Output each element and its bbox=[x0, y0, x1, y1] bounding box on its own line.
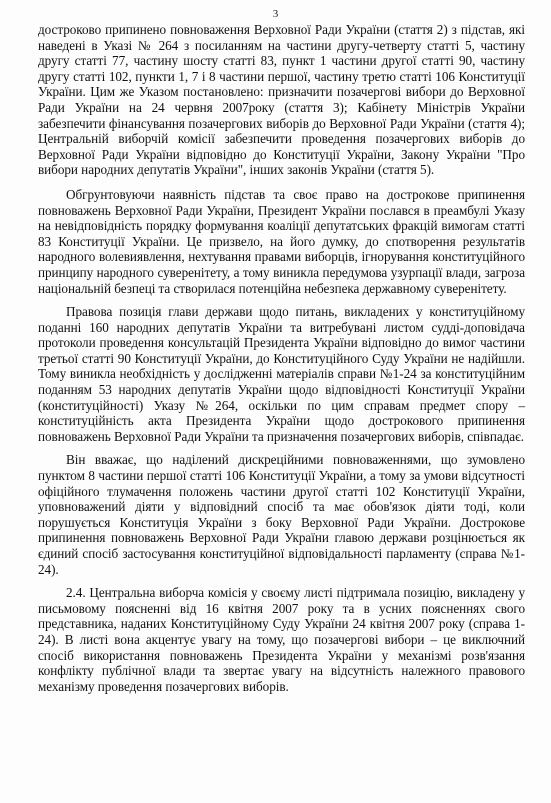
paragraph-discretionary-powers: Він вважає, що наділений дискреційними повноваженнями, що зумовлено пунктом 8 частини першої статті 106 Конституції України, а тому за умови відсутності офіційного тлумачення положень частини другої статті 102 Конституції України, уповноважений діяти у відповідний спосіб та має обов'язок діяти тоді, коли порушується Конституція України з боку Верховної Ради України. Дострокове припинення повноважень Верховної Ради України главою держави розцінюється як єдиний спосіб застосування конституційної відповідальності парламенту (справа №1-24). bbox=[38, 452, 525, 577]
document-body bbox=[38, 22, 525, 702]
paragraph-continuation: достроково припинено повноваження Верховної Ради України (стаття 2) з підстав, які наведені в Указі № 264 з посиланням на частини другу-четверту статті 5, частину другу статті 77, частину шосту статті 83, пункт 1 частини другої статті 90, частину другу статті 102, пункти 1, 7 і 8 частини першої, частину третю статті 106 Конституції України. Цим же Указом постановлено: призначити позачергові вибори до Верховної Ради України на 24 червня 2007року (стаття 3); Кабінету Міністрів України забезпечити фінансування позачергових виборів до Верховної Ради України (стаття 4); Центральній виборчій комісії забезпечити проведення позачергових виборів до Верховної Ради України відповідно до Конституції України, Закону України "Про вибори народних депутатів України", інших законів України (стаття 5). bbox=[38, 22, 525, 178]
paragraph-president-grounds: Обгрунтовуючи наявність підстав та своє право на дострокове припинення повноважень Верховної Ради України, Президент України послався в преамбулі Указу на невідповідність порядку формування коаліції депутатських фракцій вимогам статті 83 Конституції України. Це призвело, на його думку, до спотворення результатів народного волевиявлення, нехтування правами виборців, ігнорування конституційного принципу народного суверенітету, а тому виникла передумова узурпації влади, загроза національній безпеці та створилася потенційна небезпека державному суверенітету. bbox=[38, 186, 525, 296]
paragraph-election-commission: 2.4. Центральна виборча комісія у своєму листі підтримала позицію, викладену у письмовому поясненні від 16 квітня 2007 року та в усних поясненнях свого представника, наданих Конституційному Суду України 24 квітня 2007 року (справа 1-24). В листі вона акцентує увагу на тому, що позачергові вибори – це виключний спосіб використання повноважень Президента України у механізмі розв'язання конфлікту публічної влади та звертає увагу на відсутність належного правового механізму проведення позачергових виборів. bbox=[38, 585, 525, 694]
paragraph-legal-position: Правова позиція глави держави щодо питань, викладених у конституційному поданні 160 народних депутатів України та витребувані листом судді-доповідача протоколи проведення консультацій Президента України відповідно до вимог частини третьої статті 90 Конституції України, до Конституційного Суду України не надійшли. Тому виникла необхідність у дослідженні матеріалів справи №1-24 за конституційним поданням 53 народних депутатів України щодо відповідності Конституції України (конституційності) Указу №264, оскільки по цим справам предмет спору – конституційність акта Президента України щодо дострокового припинення повноважень Верховної Ради України та призначення позачергових виборів, співпадає. bbox=[38, 304, 525, 444]
page-number: 3 bbox=[272, 8, 279, 20]
